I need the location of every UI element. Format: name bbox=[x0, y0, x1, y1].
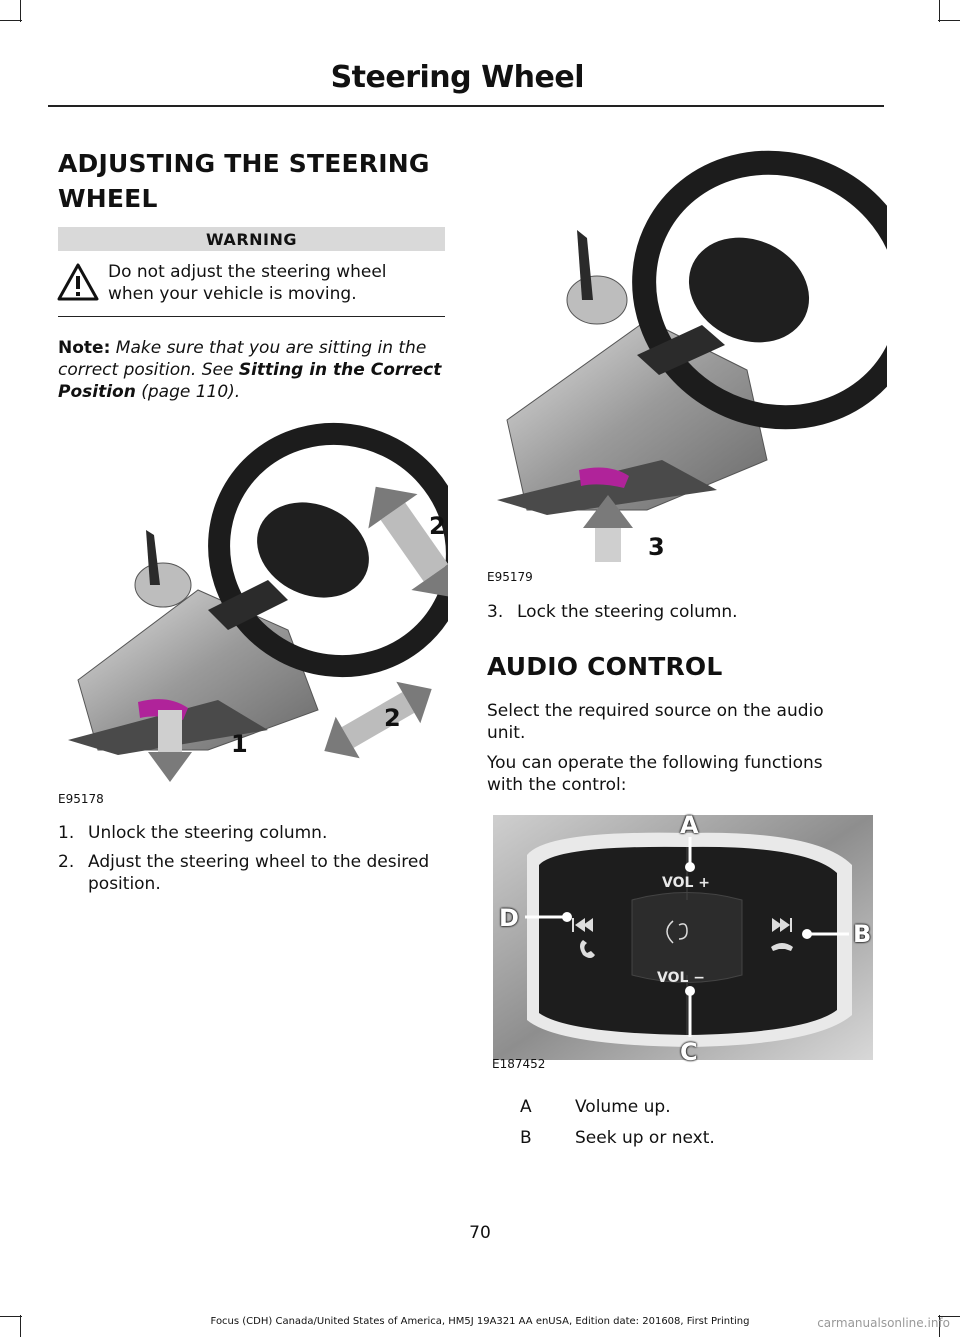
note-paragraph bbox=[58, 337, 448, 403]
section-heading-audio: AUDIO CONTROL bbox=[487, 652, 723, 681]
footer-text: Focus (CDH) Canada/United States of America, HM5J 19A321 AA enUSA, Edition date: 201608, First Printing bbox=[210, 1316, 750, 1327]
figure-label-2-bottom: 2 bbox=[384, 704, 401, 732]
figure-code: E187452 bbox=[492, 1057, 546, 1071]
step-text: Unlock the steering column. bbox=[88, 823, 328, 843]
steering-column-figure-1 bbox=[58, 410, 448, 810]
warning-line-1: Do not adjust the steering wheel bbox=[108, 262, 387, 282]
step-text-line-1: Adjust the steering wheel to the desired bbox=[88, 852, 430, 872]
step-number: 1. bbox=[58, 823, 75, 843]
heading-line-1: ADJUSTING THE STEERING bbox=[58, 149, 430, 178]
note-label: Note: bbox=[58, 338, 111, 358]
paragraph-line: with the control: bbox=[487, 775, 627, 795]
paragraph-line: unit. bbox=[487, 723, 526, 743]
paragraph-line: You can operate the following functions bbox=[487, 753, 823, 773]
step-text-line-2: position. bbox=[88, 874, 161, 894]
figure-label-3: 3 bbox=[648, 533, 665, 561]
callout-label-b: B bbox=[853, 920, 872, 948]
figure-code: E95179 bbox=[487, 570, 533, 584]
step-2 bbox=[58, 851, 458, 901]
audio-paragraph-2 bbox=[487, 752, 877, 796]
vol-minus-label: VOL − bbox=[657, 970, 706, 986]
callout-label-c: C bbox=[680, 1038, 698, 1066]
step-number: 2. bbox=[58, 852, 75, 872]
crop-mark bbox=[939, 0, 940, 22]
crop-mark bbox=[0, 20, 22, 21]
callout-label-d: D bbox=[499, 904, 519, 932]
steering-column-figure-2 bbox=[487, 130, 887, 570]
crop-mark bbox=[938, 20, 960, 21]
section-heading-adjusting bbox=[58, 148, 430, 214]
figure-code: E95178 bbox=[58, 792, 104, 806]
warning-rule bbox=[58, 316, 445, 317]
note-text-2: (page 110). bbox=[135, 382, 241, 402]
warning-triangle-icon bbox=[56, 262, 100, 302]
def-key-b: B bbox=[520, 1128, 532, 1148]
crop-mark bbox=[20, 0, 21, 22]
audio-control-figure bbox=[487, 815, 877, 1060]
def-value-a: Volume up. bbox=[575, 1097, 671, 1117]
callout-label-a: A bbox=[680, 811, 699, 839]
def-key-a: A bbox=[520, 1097, 532, 1117]
figure-label-2-top: 2 bbox=[429, 512, 446, 540]
page-title: Steering Wheel bbox=[330, 60, 584, 95]
audio-paragraph-1 bbox=[487, 700, 877, 744]
header-rule bbox=[48, 105, 884, 107]
watermark: carmanualsonline.info bbox=[817, 1316, 950, 1330]
heading-line-2: WHEEL bbox=[58, 184, 158, 213]
note-link[interactable]: Sitting in the Correct Position bbox=[58, 360, 442, 402]
step-number: 3. bbox=[487, 602, 504, 622]
note-text-1: Make sure that you are sitting in the correct position. See bbox=[58, 338, 427, 380]
warning-text bbox=[108, 261, 438, 305]
warning-line-2: when your vehicle is moving. bbox=[108, 284, 357, 304]
arrow-telescope-2 bbox=[312, 668, 443, 772]
figure-label-1: 1 bbox=[231, 730, 248, 758]
def-value-b: Seek up or next. bbox=[575, 1128, 715, 1148]
warning-bar: WARNING bbox=[58, 227, 445, 251]
step-text: Lock the steering column. bbox=[517, 602, 738, 622]
vol-plus-label: VOL + bbox=[662, 875, 711, 891]
paragraph-line: Select the required source on the audio bbox=[487, 701, 824, 721]
page-number: 70 bbox=[469, 1223, 491, 1243]
